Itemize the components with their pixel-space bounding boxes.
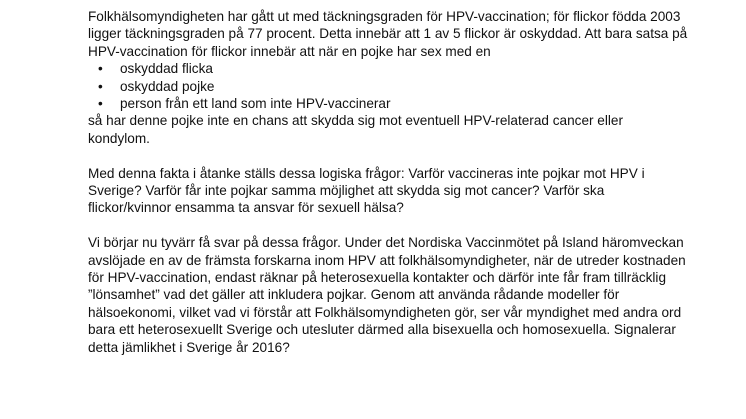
paragraph-intro-continued: så har denne pojke inte en chans att skydda sig mot eventuell HPV-relaterad cancer eller kondylom.	[88, 113, 623, 146]
list-item	[98, 95, 688, 112]
list-item-text: oskyddad flicka	[120, 61, 213, 77]
paragraph-answers: Vi börjar nu tyvärr få svar på dessa frågor. Under det Nordiska Vaccinmötet på Island häromveckan avslöjade en av de främsta forskarna inom HPV att folkhälsomyndigheter, när de utreder kostnaden för HPV-vaccination, endast räknar på heterosexuella kontakter och därför inte får fram tillräcklig ”lönsamhet” vad det gäller att inkludera pojkar. Genom att använda rådande modeller för hälsoekonomi, vilket vad vi förstår att Folkhälsomyndigheten gör, ser vår myndighet med andra ord bara ett heterosexuellt Sverige och utesluter därmed alla bisexuella och homosexuella. Signalerar detta jämlikhet i Sverige år 2016?	[88, 235, 686, 355]
list-item	[98, 60, 688, 77]
bullet-icon: •	[98, 78, 103, 94]
paragraph-intro: Folkhälsomyndigheten har gått ut med täckningsgraden för HPV-vaccination; för flickor födda 2003 ligger täckningsgraden på 77 procent. Detta innebär att 1 av 5 flickor är oskyddad. Att bara satsa på HPV-vaccination för flickor innebär att när en pojke har sex med en	[88, 9, 688, 59]
paragraph-questions: Med denna fakta i åtanke ställs dessa logiska frågor: Varför vaccineras inte pojkar mot HPV i Sverige? Varför får inte pojkar samma möjlighet att skydda sig mot cancer? Varför ska flickor/kvinnor ensamma ta ansvar för sexuell hälsa?	[88, 165, 645, 216]
bullet-list	[88, 60, 688, 112]
bullet-icon: •	[98, 61, 103, 77]
paragraph-spacer	[88, 147, 688, 164]
bullet-icon: •	[98, 96, 103, 112]
document-body	[88, 8, 688, 356]
list-item	[98, 78, 688, 95]
list-item-text: person från ett land som inte HPV-vaccinerar	[120, 96, 391, 112]
paragraph-spacer	[88, 217, 688, 234]
list-item-text: oskyddad pojke	[120, 78, 215, 94]
